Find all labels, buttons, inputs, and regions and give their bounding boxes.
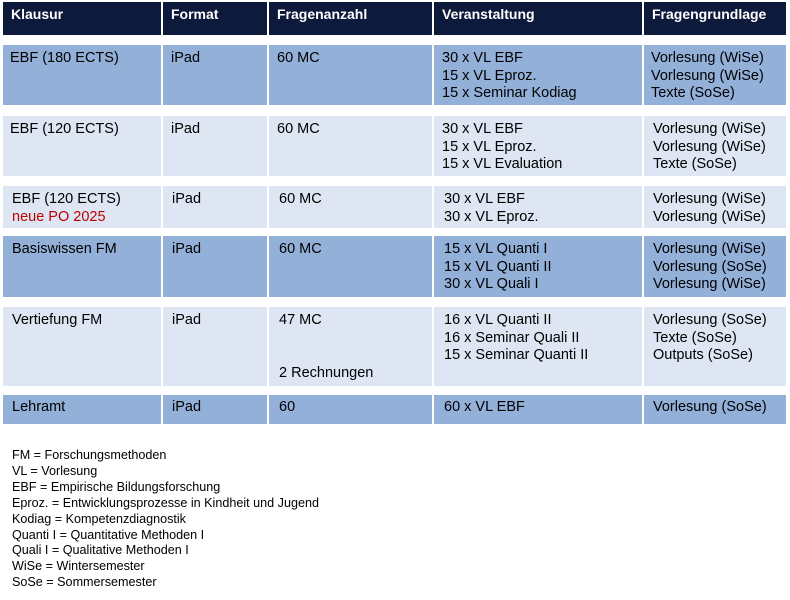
legend-item: FM = Forschungsmethoden (12, 448, 167, 462)
legend-item: VL = Vorlesung (12, 463, 98, 478)
table-row-6-grundlage: Vorlesung (SoSe) (644, 395, 786, 424)
table-row-5-veranstaltung: 16 x VL Quanti II 16 x Seminar Quali II 15 x Seminar Quanti II (434, 307, 642, 386)
table-row-2-format: iPad (163, 116, 267, 176)
table-row-1-format: iPad (163, 45, 267, 105)
new-po-note: neue PO 2025 (12, 208, 106, 225)
legend-item: EBF = Empirische Bildungsforschung (12, 479, 221, 494)
table-row-4-grundlage: Vorlesung (WiSe) Vorlesung (SoSe) Vorlesung (WiSe) (644, 236, 786, 297)
legend-item: Quali I = Qualitative Methoden I (12, 543, 189, 558)
table-row-1-klausur: EBF (180 ECTS) (3, 45, 161, 105)
table-row-1-grundlage: Vorlesung (WiSe) Vorlesung (WiSe) Texte (SoSe) (644, 45, 786, 105)
table-row-4-fragen: 60 MC (269, 236, 432, 297)
header-format: Format (163, 2, 267, 35)
legend-item: WiSe = Wintersemester (12, 559, 145, 574)
table-row-4-format: iPad (163, 236, 267, 297)
table-row-4-veranstaltung: 15 x VL Quanti I 15 x VL Quanti II 30 x VL Quali I (434, 236, 642, 297)
table-row-5-grundlage: Vorlesung (SoSe) Texte (SoSe) Outputs (SoSe) (644, 307, 786, 386)
table-row-2-grundlage: Vorlesung (WiSe) Vorlesung (WiSe) Texte (SoSe) (644, 116, 786, 176)
table-row-6-veranstaltung: 60 x VL EBF (434, 395, 642, 424)
header-fragenanzahl: Fragenanzahl (269, 2, 432, 35)
table-row-2-klausur: EBF (120 ECTS) (3, 116, 161, 176)
abbreviation-legend (12, 448, 319, 591)
table-row-3-format: iPad (163, 186, 267, 228)
table-row-2-veranstaltung: 30 x VL EBF 15 x VL Eproz. 15 x VL Evaluation (434, 116, 642, 176)
legend-item: Kodiag = Kompetenzdiagnostik (12, 511, 186, 526)
header-klausur: Klausur (3, 2, 161, 35)
header-fragengrundlage: Fragengrundlage (644, 2, 786, 35)
table-row-1-fragen: 60 MC (269, 45, 432, 105)
header-veranstaltung: Veranstaltung (434, 2, 642, 35)
table-row-3-klausur: EBF (120 ECTS) neue PO 2025 (3, 186, 161, 228)
table-row-1-veranstaltung: 30 x VL EBF 15 x VL Eproz. 15 x Seminar Kodiag (434, 45, 642, 105)
legend-item: Eproz. = Entwicklungsprozesse in Kindheit und Jugend (12, 495, 319, 510)
table-row-3-fragen: 60 MC (269, 186, 432, 228)
legend-item: SoSe = Sommersemester (12, 575, 157, 590)
table-row-6-klausur: Lehramt (3, 395, 161, 424)
table-row-3-veranstaltung: 30 x VL EBF 30 x VL Eproz. (434, 186, 642, 228)
table-row-5-klausur: Vertiefung FM (3, 307, 161, 386)
table-row-5-fragen: 47 MC 2 Rechnungen (269, 307, 432, 386)
table-row-4-klausur: Basiswissen FM (3, 236, 161, 297)
table-row-6-fragen: 60 (269, 395, 432, 424)
legend-item: Quanti I = Quantitative Methoden I (12, 527, 205, 542)
table-row-2-fragen: 60 MC (269, 116, 432, 176)
table-row-5-format: iPad (163, 307, 267, 386)
table-row-3-grundlage: Vorlesung (WiSe) Vorlesung (WiSe) (644, 186, 786, 228)
table-row-6-format: iPad (163, 395, 267, 424)
